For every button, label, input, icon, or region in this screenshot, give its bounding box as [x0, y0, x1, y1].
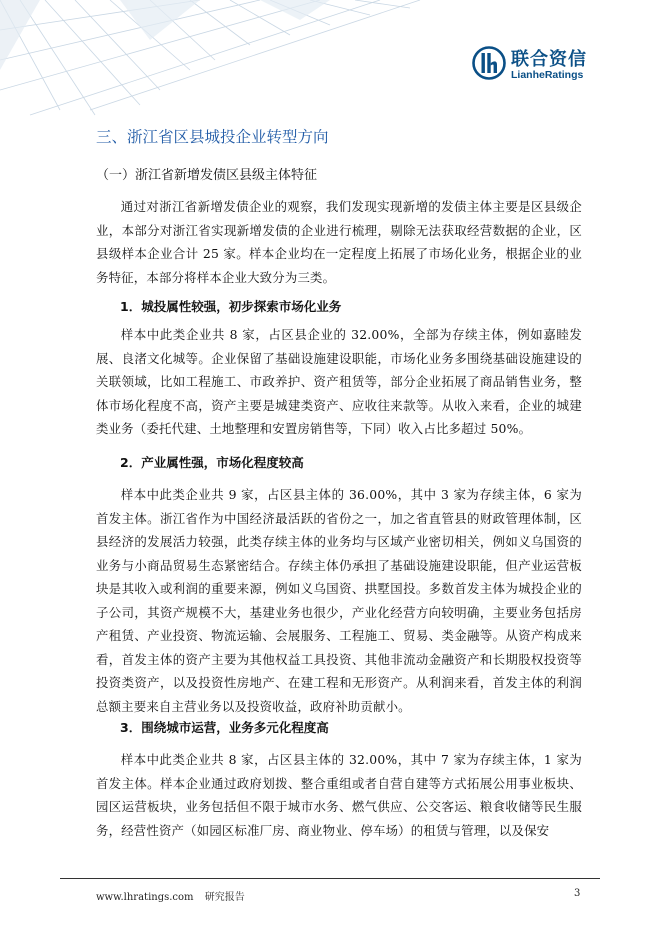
footer-divider: [60, 878, 600, 879]
item-3-paragraph: 样本中此类企业共 8 家，占区县主体的 32.00%，其中 7 家为存续主体，1 家为首发主体。样本企业通过政府划拨、整合重组或者自营自建等方式拓展公用事业板块、园区运营板块，业务包括但不限于城市水务、燃气供应、公交客运、粮食收储等民生服务，经营性资产（如园区标准厂房、商业物业、停车场）的租赁与管理，以及保安: [96, 752, 582, 838]
item-1-paragraph: 样本中此类企业共 8 家，占区县企业的 32.00%，全部为存续主体，例如嘉睦发展、良渚文化城等。企业保留了基础设施建设职能，市场化业务多围绕基础设施建设的关联领域，比如工程施工、市政养护、资产租赁等，部分企业拓展了商品销售业务，整体市场化程度不高，资产主要是城建类资产、应收往来款等。从收入来看，企业的城建类业务（委托代建、土地整理和安置房销售等，下同）收入占比多超过 50%。: [96, 327, 582, 437]
footer-info: [96, 888, 253, 903]
item-3-heading: 3．围绕城市运营，业务多元化程度高: [120, 720, 329, 735]
subsection-title: （一）浙江省新增发债区县级主体特征: [96, 168, 318, 183]
logo-text-en: LianheRatings: [511, 69, 584, 81]
company-logo: [472, 44, 602, 88]
item-2-paragraph: 样本中此类企业共 9 家，占区县主体的 36.00%，其中 3 家为存续主体，6 家为首发主体。浙江省作为中国经济最活跃的省份之一，加之省直管县的财政管理体制，区县经济的发展活力较强，此类存续主体的业务均与区域产业密切相关，例如义乌国资的业务与小商品贸易生态紧密结合。存续主体仍承担了基础设施建设职能，但产业运营板块是其收入或利润的重要来源，例如义乌国资、拱墅国投。多数首发主体为城投企业的子公司，其资产规模不大，基建业务也很少，产业化经营方向较明确，主要业务包括房产租赁、产业投资、物流运输、会展服务、工程施工、贸易、类金融等。从资产构成来看，首发主体的资产主要为其他权益工具投资、其他非流动金融资产和长期股权投资等投资类资产，以及投资性房地产、在建工程和无形资产。从利润来看，首发主体的利润总额主要来自主营业务以及投资收益，政府补助贡献小。: [96, 487, 582, 714]
lianhe-logo-icon: [472, 46, 506, 80]
logo-text-cn: 联合资信: [511, 49, 587, 70]
footer-doc-type: 研究报告: [204, 892, 245, 903]
header-decoration: [0, 0, 430, 120]
intro-paragraph: 通过对浙江省新增发债企业的观察，我们发现实现新增的发债主体主要是区县级企业，本部分对浙江省实现新增发债的企业进行梳理，剔除无法获取经营数据的企业，区县级样本企业合计 25 家。样本企业均在一定程度上拓展了市场化业务，根据企业的业务特征，本部分将样本企业大致分为三类。: [96, 199, 582, 285]
footer-website: www.lhratings.com: [96, 892, 194, 903]
page-number: 3: [574, 888, 581, 899]
item-1-heading: 1．城投属性较强，初步探索市场化业务: [120, 299, 342, 314]
section-title: 三、浙江省区县城投企业转型方向: [96, 128, 329, 146]
item-2-heading: 2．产业属性强，市场化程度较高: [120, 455, 304, 470]
